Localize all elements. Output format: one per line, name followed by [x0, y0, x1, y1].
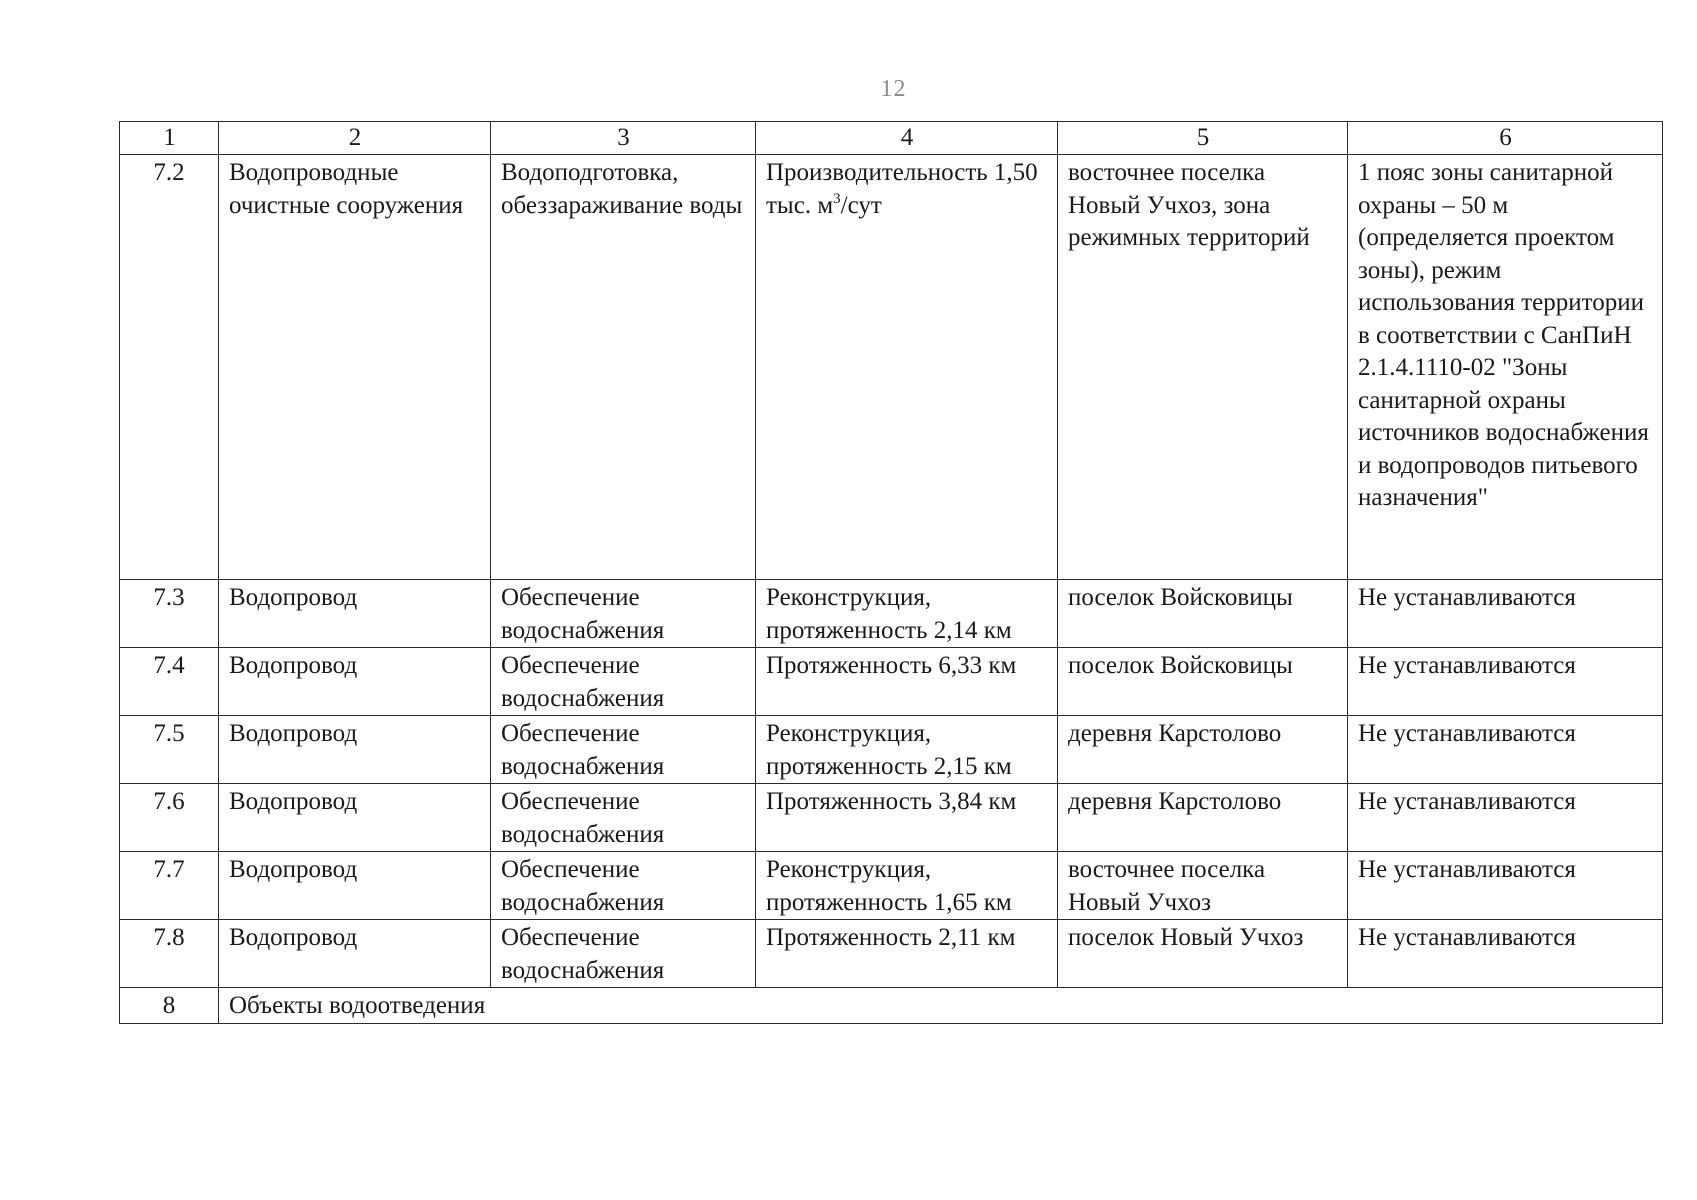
section-row — [120, 988, 1663, 1024]
table-row — [120, 648, 1663, 716]
facility-purpose: Обеспечение водоснабжения — [491, 716, 756, 784]
column-number-4: 4 — [756, 122, 1058, 155]
section-title: Объекты водоотведения — [219, 988, 1663, 1024]
facility-location: восточнее поселка Новый Учхоз, зона режимных территорий — [1058, 155, 1348, 580]
row-number: 7.5 — [120, 716, 219, 784]
sanitary-zone: Не устанавливаются — [1348, 580, 1663, 648]
facility-name: Водопровод — [219, 716, 491, 784]
table-row — [120, 920, 1663, 988]
facility-purpose: Обеспечение водоснабжения — [491, 580, 756, 648]
row-number: 7.7 — [120, 852, 219, 920]
facility-characteristic: Реконструкция, протяженность 2,15 км — [756, 716, 1058, 784]
facility-location: поселок Войсковицы — [1058, 648, 1348, 716]
row-number: 7.6 — [120, 784, 219, 852]
facility-location: восточнее поселка Новый Учхоз — [1058, 852, 1348, 920]
facility-characteristic: Протяженность 2,11 км — [756, 920, 1058, 988]
facility-characteristic — [756, 155, 1058, 580]
facility-location: поселок Войсковицы — [1058, 580, 1348, 648]
facility-name: Водопроводные очистные сооружения — [219, 155, 491, 580]
facilities-table — [119, 121, 1663, 1024]
facility-purpose: Обеспечение водоснабжения — [491, 920, 756, 988]
table-header-row — [120, 122, 1663, 155]
facility-name: Водопровод — [219, 580, 491, 648]
sanitary-zone: Не устанавливаются — [1348, 716, 1663, 784]
facility-location: поселок Новый Учхоз — [1058, 920, 1348, 988]
page-number: 12 — [880, 76, 907, 102]
row-number: 7.4 — [120, 648, 219, 716]
facility-characteristic: Реконструкция, протяженность 1,65 км — [756, 852, 1058, 920]
column-number-1: 1 — [120, 122, 219, 155]
facility-location: деревня Карстолово — [1058, 716, 1348, 784]
facility-characteristic: Протяженность 3,84 км — [756, 784, 1058, 852]
row-number: 7.8 — [120, 920, 219, 988]
column-number-2: 2 — [219, 122, 491, 155]
facility-characteristic: Реконструкция, протяженность 2,14 км — [756, 580, 1058, 648]
table-row — [120, 716, 1663, 784]
table-row — [120, 852, 1663, 920]
facility-name: Водопровод — [219, 920, 491, 988]
column-number-5: 5 — [1058, 122, 1348, 155]
sanitary-zone: Не устанавливаются — [1348, 784, 1663, 852]
facility-purpose: Обеспечение водоснабжения — [491, 852, 756, 920]
facility-purpose: Обеспечение водоснабжения — [491, 648, 756, 716]
row-number: 7.3 — [120, 580, 219, 648]
characteristic-superscript: 3 — [833, 190, 841, 207]
column-number-3: 3 — [491, 122, 756, 155]
facility-characteristic: Протяженность 6,33 км — [756, 648, 1058, 716]
facility-name: Водопровод — [219, 784, 491, 852]
column-number-6: 6 — [1348, 122, 1663, 155]
row-number: 7.2 — [120, 155, 219, 580]
sanitary-zone: Не устанавливаются — [1348, 648, 1663, 716]
sanitary-zone: Не устанавливаются — [1348, 920, 1663, 988]
table-row — [120, 784, 1663, 852]
section-number: 8 — [120, 988, 219, 1024]
characteristic-text: Производительность 1,50 тыс. м — [766, 159, 1038, 219]
facility-name: Водопровод — [219, 648, 491, 716]
characteristic-unit: /сут — [840, 191, 882, 219]
table-row — [120, 580, 1663, 648]
facility-location: деревня Карстолово — [1058, 784, 1348, 852]
facility-purpose: Водоподготовка, обеззараживание воды — [491, 155, 756, 580]
facility-name: Водопровод — [219, 852, 491, 920]
facility-purpose: Обеспечение водоснабжения — [491, 784, 756, 852]
table-row — [120, 155, 1663, 580]
sanitary-zone: Не устанавливаются — [1348, 852, 1663, 920]
sanitary-zone: 1 пояс зоны санитарной охраны – 50 м (определяется проектом зоны), режим использования территории в соответствии с СанПиН 2.1.4.1110-02 "Зоны санитарной охраны источников водоснабжения и водопроводов питьевого назначения" — [1348, 155, 1663, 580]
